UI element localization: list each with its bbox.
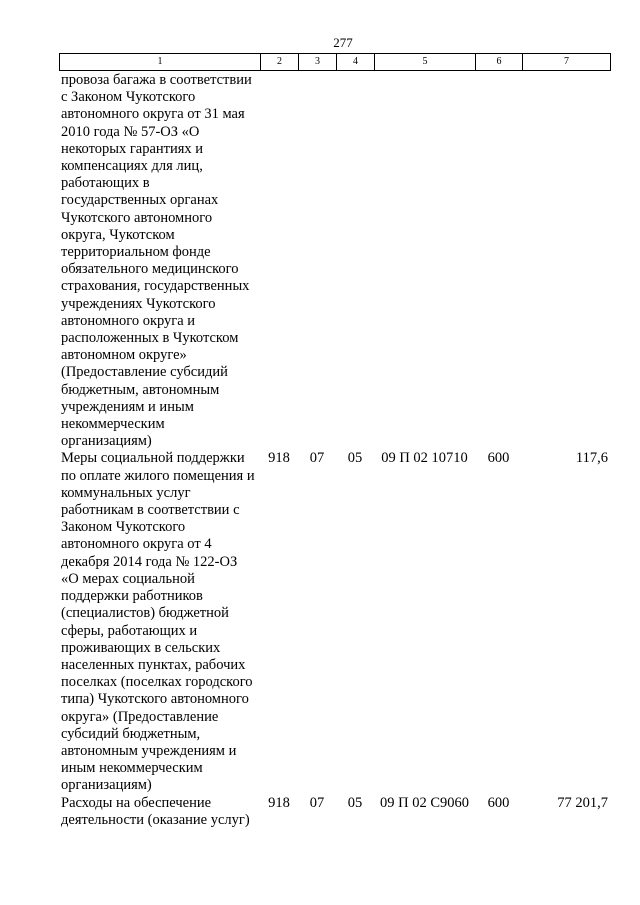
row-ministry-code: 918 [268, 450, 290, 467]
row-expense-type [475, 72, 522, 450]
column-header-row [60, 54, 611, 71]
row-section-code [298, 72, 336, 450]
table-row [59, 795, 610, 829]
row-description: Расходы на обеспечение деятельности (оказание услуг) [61, 794, 250, 828]
row-subsection-code: 05 [347, 450, 363, 467]
row-expense-type: 600 [487, 450, 510, 467]
row-amount: 77 201,7 [557, 794, 608, 811]
column-header: 6 [476, 54, 523, 71]
column-header-table [59, 53, 611, 71]
row-section-code: 07 [309, 794, 325, 811]
table-row [59, 450, 610, 794]
row-amount [522, 72, 610, 450]
row-ministry-code [260, 72, 298, 450]
row-expense-type: 600 [487, 794, 510, 811]
row-description: провоза багажа в соответствии с Законом Чукотского автономного округа от 31 мая 2010 года № 57-ОЗ «О некоторых гарантиях и компенсациях для лиц, работающих в государственных органах Чукотского автономного округа, Чукотском территориальном фонде обязательного медицинского страхования, государственных учреждениях Чукотского автономного округа и расположенных в Чукотском автономном округе» (Предоставление субсидий бюджетным, автономным учреждениям и иным некоммерческим организациям) [61, 72, 252, 450]
row-section-code: 07 [309, 450, 325, 467]
column-header: 4 [337, 54, 375, 71]
row-subsection-code: 05 [347, 794, 363, 811]
row-ministry-code: 918 [268, 794, 290, 811]
page-number: 277 [333, 35, 353, 50]
row-target-article [374, 72, 475, 450]
column-header: 7 [523, 54, 611, 71]
row-target-article: 09 П 02 10710 [381, 450, 468, 467]
row-description: Меры социальной поддержки по оплате жилого помещения и коммунальных услуг работникам в соответствии с Законом Чукотского автономного округа от 4 декабря 2014 года № 122-ОЗ «О мерах социальной поддержки работников (специалистов) бюджетной сферы, работающих и проживающих в сельских населенных пунктах, рабочих поселках (поселках городского типа) Чукотского автономного округа» (Предоставление субсидий бюджетным, автономным учреждениям и иным некоммерческим организациям) [61, 450, 255, 794]
column-header: 2 [261, 54, 299, 71]
column-header: 5 [375, 54, 476, 71]
row-amount: 117,6 [575, 450, 608, 467]
row-subsection-code [336, 72, 374, 450]
column-header: 1 [60, 54, 261, 71]
column-header: 3 [299, 54, 337, 71]
table-row [59, 72, 610, 450]
row-target-article: 09 П 02 С9060 [379, 794, 470, 811]
budget-table [59, 72, 610, 829]
